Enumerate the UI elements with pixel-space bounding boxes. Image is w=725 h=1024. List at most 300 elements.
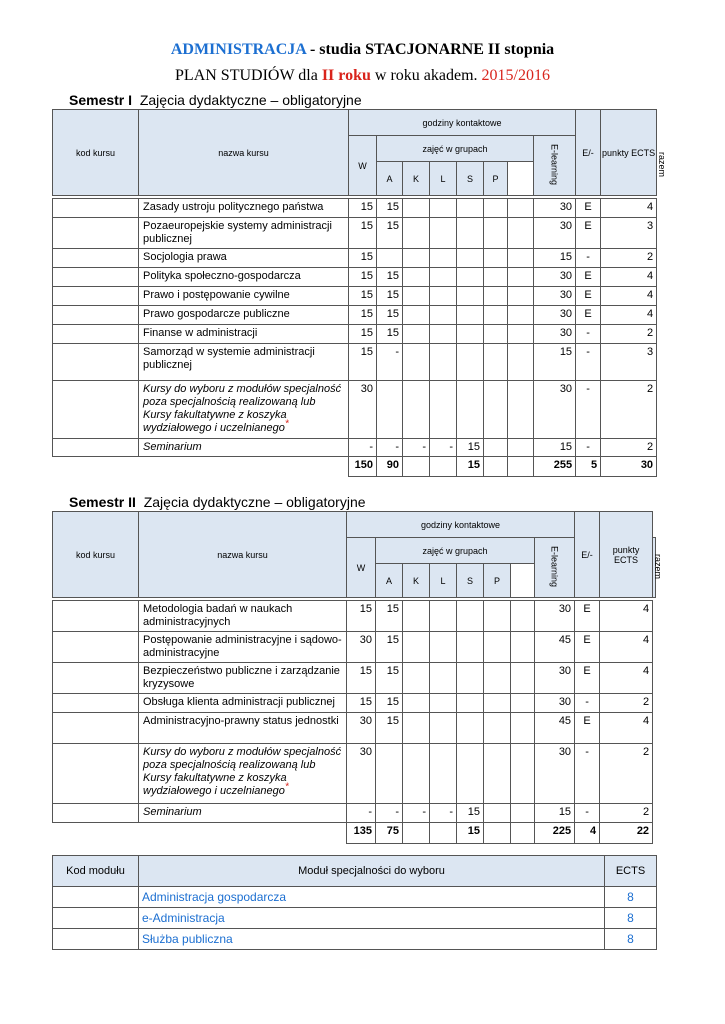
course-code <box>53 268 139 287</box>
plan-prefix: PLAN STUDIÓW dla <box>175 67 322 84</box>
ects-points: 4 <box>601 199 657 218</box>
col-k: K <box>403 564 430 598</box>
module-ects: 8 <box>605 929 657 950</box>
hours-w: 15 <box>349 325 377 344</box>
total-razem: 225 <box>535 823 575 844</box>
totals-empty <box>53 457 139 477</box>
semester1-label: Semestr I <box>69 92 133 108</box>
hours-s <box>457 268 484 287</box>
plan-mid: w roku akadem. <box>370 67 482 84</box>
course-code <box>53 199 139 218</box>
semester1-title <box>69 92 362 108</box>
course-code <box>53 694 139 713</box>
hours-k <box>403 344 430 381</box>
footnote-star: * <box>284 418 289 430</box>
col-nazwa-kursu: nazwa kursu <box>139 110 349 196</box>
course-code <box>53 713 139 744</box>
hours-p <box>484 218 508 249</box>
course-name: Samorząd w systemie administracji publicznej <box>139 344 349 381</box>
course-row <box>53 325 657 344</box>
hours-k <box>403 632 430 663</box>
footnote-star: * <box>284 781 289 793</box>
hours-l <box>430 344 457 381</box>
total-exams: 5 <box>576 457 601 477</box>
hours-k <box>403 325 430 344</box>
hours-empty <box>430 744 457 804</box>
col-kod-modulu: Kod modułu <box>53 856 139 887</box>
hours-a: 15 <box>377 199 403 218</box>
col-ects: punkty ECTS <box>601 110 657 196</box>
col-zajecia-w-grupach: zajęć w grupach <box>377 136 534 162</box>
total-s: 15 <box>457 823 484 844</box>
course-code <box>53 306 139 325</box>
hours-a: 15 <box>377 218 403 249</box>
total-a: 75 <box>376 823 403 844</box>
hours-a: 15 <box>377 287 403 306</box>
hours-el <box>508 344 534 381</box>
course-name: Socjologia prawa <box>139 249 349 268</box>
exam-flag: E <box>575 663 600 694</box>
ects-points: 2 <box>601 325 657 344</box>
hours-total: 15 <box>535 804 575 823</box>
plan-title <box>0 67 725 85</box>
hours-total: 30 <box>534 218 576 249</box>
hours-p <box>484 601 511 632</box>
exam-flag: - <box>576 439 601 457</box>
exam-flag: E <box>576 199 601 218</box>
col-razem-label: razem <box>657 151 668 177</box>
col-zajecia-w-grupach: zajęć w grupach <box>376 538 535 564</box>
col-elearning <box>535 538 575 598</box>
elective-row <box>53 744 656 804</box>
course-row <box>53 287 657 306</box>
hours-total: 15 <box>534 439 576 457</box>
ects-points: 4 <box>601 306 657 325</box>
total-s: 15 <box>457 457 484 477</box>
modules-table <box>52 855 657 950</box>
hours-total: 30 <box>534 199 576 218</box>
hours-l <box>430 218 457 249</box>
ects-points: 4 <box>601 287 657 306</box>
ects-points: 3 <box>601 344 657 381</box>
program-mode: - studia STACJONARNE II stopnia <box>305 41 555 58</box>
academic-year: 2015/2016 <box>481 67 550 84</box>
ects-points: 2 <box>600 694 653 713</box>
hours-el <box>511 713 535 744</box>
course-code <box>53 601 139 632</box>
course-code <box>53 439 139 457</box>
hours-l <box>430 713 457 744</box>
totals-empty <box>139 457 349 477</box>
col-ects: punkty ECTS <box>600 512 653 598</box>
semester2-table <box>52 511 664 844</box>
total-l <box>430 457 457 477</box>
col-l: L <box>430 564 457 598</box>
col-kod-kursu: kod kursu <box>53 110 139 196</box>
exam-flag: E <box>576 287 601 306</box>
ects-points: 3 <box>601 218 657 249</box>
module-code <box>53 929 139 950</box>
hours-total: 30 <box>535 663 575 694</box>
hours-w: 30 <box>347 713 376 744</box>
hours-total: 30 <box>535 601 575 632</box>
totals-empty <box>139 823 347 844</box>
total-a: 90 <box>377 457 403 477</box>
course-row <box>53 306 657 325</box>
totals-row <box>53 823 656 844</box>
hours-w: 30 <box>349 381 377 439</box>
hours-s: 15 <box>457 804 484 823</box>
hours-total: 30 <box>534 381 576 439</box>
col-k: K <box>403 162 430 196</box>
hours-s <box>457 218 484 249</box>
hours-p <box>484 663 511 694</box>
total-ects: 30 <box>601 457 657 477</box>
hours-s <box>457 325 484 344</box>
ects-points: 4 <box>600 663 653 694</box>
hours-s <box>457 601 484 632</box>
course-row <box>53 249 657 268</box>
seminar-name: Seminarium <box>139 439 349 457</box>
hours-p <box>484 713 511 744</box>
course-name: Bezpieczeństwo publiczne i zarządzanie kryzysowe <box>139 663 347 694</box>
course-row <box>53 632 656 663</box>
total-l <box>430 823 457 844</box>
module-link[interactable]: Służba publiczna <box>139 929 605 950</box>
hours-l <box>430 268 457 287</box>
hours-el <box>508 199 534 218</box>
total-ects: 22 <box>600 823 653 844</box>
course-code <box>53 381 139 439</box>
col-p: P <box>484 162 508 196</box>
total-p <box>484 457 508 477</box>
hours-a: 15 <box>377 325 403 344</box>
hours-a: - <box>376 804 403 823</box>
col-elearning <box>534 136 576 196</box>
hours-el <box>508 287 534 306</box>
hours-l <box>430 663 457 694</box>
exam-flag: E <box>576 268 601 287</box>
hours-total: 15 <box>534 344 576 381</box>
hours-empty <box>403 744 430 804</box>
hours-el <box>508 218 534 249</box>
hours-k <box>403 601 430 632</box>
hours-w: 15 <box>349 306 377 325</box>
hours-a: 15 <box>376 632 403 663</box>
hours-k <box>403 249 430 268</box>
hours-empty <box>508 381 534 439</box>
seminar-row <box>53 804 656 823</box>
hours-w: - <box>347 804 376 823</box>
plan-year: II roku <box>321 67 371 84</box>
hours-a: 15 <box>376 663 403 694</box>
hours-w: 15 <box>349 344 377 381</box>
ects-points: 4 <box>601 268 657 287</box>
hours-p <box>484 344 508 381</box>
hours-l <box>430 601 457 632</box>
course-code <box>53 632 139 663</box>
col-nazwa-kursu: nazwa kursu <box>139 512 347 598</box>
total-el <box>511 823 535 844</box>
hours-el <box>511 632 535 663</box>
hours-s <box>457 249 484 268</box>
col-kod-kursu: kod kursu <box>53 512 139 598</box>
col-elearning-label: E-learning <box>549 545 560 588</box>
exam-flag: E <box>575 601 600 632</box>
ects-points: 2 <box>601 439 657 457</box>
course-name: Administracyjno-prawny status jednostki <box>139 713 347 744</box>
hours-k <box>403 218 430 249</box>
elective-row <box>53 381 657 439</box>
hours-p <box>484 287 508 306</box>
ects-points: 4 <box>600 632 653 663</box>
exam-flag: E <box>576 218 601 249</box>
module-row <box>53 908 657 929</box>
semester2-title <box>69 494 366 510</box>
seminar-row <box>53 439 657 457</box>
hours-total: 30 <box>534 306 576 325</box>
ects-points: 2 <box>601 249 657 268</box>
hours-el <box>508 268 534 287</box>
hours-l <box>430 287 457 306</box>
semester1-table <box>52 109 668 477</box>
hours-empty <box>484 744 511 804</box>
hours-el <box>511 694 535 713</box>
course-code <box>53 344 139 381</box>
hours-l <box>430 249 457 268</box>
semester2-subtitle: Zajęcia dydaktyczne – obligatoryjne <box>143 494 366 510</box>
hours-l <box>430 694 457 713</box>
hours-el <box>508 306 534 325</box>
col-s: S <box>457 564 484 598</box>
hours-empty <box>376 744 403 804</box>
ects-points: 2 <box>600 744 653 804</box>
hours-w: 15 <box>349 218 377 249</box>
hours-empty <box>511 744 535 804</box>
hours-p <box>484 632 511 663</box>
module-code <box>53 908 139 929</box>
course-row <box>53 218 657 249</box>
hours-s: 15 <box>457 439 484 457</box>
elective-name-text: Kursy do wyboru z modułów specjalność poza specjalnością realizowaną lub Kursy fakultatywne z koszyka wydziałowego i uczelnianego <box>143 746 342 797</box>
seminar-name: Seminarium <box>139 804 347 823</box>
hours-s <box>457 306 484 325</box>
module-code <box>53 887 139 908</box>
hours-empty <box>484 381 508 439</box>
total-exams: 4 <box>575 823 600 844</box>
hours-el <box>508 439 534 457</box>
hours-l <box>430 199 457 218</box>
hours-total: 30 <box>534 268 576 287</box>
hours-p <box>484 439 508 457</box>
course-row <box>53 344 657 381</box>
col-w: W <box>347 538 376 598</box>
course-name: Pozaeuropejskie systemy administracji publicznej <box>139 218 349 249</box>
total-k <box>403 823 430 844</box>
hours-w: 15 <box>347 694 376 713</box>
course-row <box>53 268 657 287</box>
ects-points: 2 <box>600 804 653 823</box>
hours-s <box>457 632 484 663</box>
semester2-label: Semestr II <box>69 494 136 510</box>
col-w: W <box>349 136 377 196</box>
hours-total: 30 <box>535 744 575 804</box>
exam-flag: - <box>575 804 600 823</box>
totals-row <box>53 457 657 477</box>
col-razem-label: razem <box>653 553 664 579</box>
hours-s <box>457 344 484 381</box>
total-w: 150 <box>349 457 377 477</box>
hours-k <box>403 306 430 325</box>
course-row <box>53 663 656 694</box>
hours-total: 45 <box>535 713 575 744</box>
hours-el <box>508 249 534 268</box>
hours-w: 30 <box>347 744 376 804</box>
totals-empty <box>53 823 139 844</box>
total-p <box>484 823 511 844</box>
course-code <box>53 744 139 804</box>
course-code <box>53 804 139 823</box>
col-l: L <box>430 162 457 196</box>
course-code <box>53 287 139 306</box>
hours-a: 15 <box>376 694 403 713</box>
hours-a: 15 <box>376 601 403 632</box>
hours-s <box>457 287 484 306</box>
hours-s <box>457 713 484 744</box>
exam-flag: - <box>576 381 601 439</box>
course-code <box>53 249 139 268</box>
hours-k: - <box>403 804 430 823</box>
course-name: Prawo i postępowanie cywilne <box>139 287 349 306</box>
exam-flag: - <box>576 344 601 381</box>
hours-a <box>377 249 403 268</box>
course-row <box>53 713 656 744</box>
course-name: Finanse w administracji <box>139 325 349 344</box>
col-modul-specjalnosci: Moduł specjalności do wyboru <box>139 856 605 887</box>
hours-w: 30 <box>347 632 376 663</box>
col-p: P <box>484 564 511 598</box>
hours-a: 15 <box>377 306 403 325</box>
hours-w: 15 <box>349 268 377 287</box>
elective-name-text: Kursy do wyboru z modułów specjalność poza specjalnością realizowaną lub Kursy fakultatywne z koszyka wydziałowego i uczelnianego <box>143 383 342 434</box>
hours-k <box>403 713 430 744</box>
total-k <box>403 457 430 477</box>
hours-total: 30 <box>534 325 576 344</box>
hours-k <box>403 694 430 713</box>
hours-empty <box>430 381 457 439</box>
hours-s <box>457 694 484 713</box>
course-name: Postępowanie administracyjne i sądowo-administracyjne <box>139 632 347 663</box>
exam-flag: E <box>576 306 601 325</box>
exam-flag: - <box>575 744 600 804</box>
hours-a: - <box>377 344 403 381</box>
exam-flag: - <box>576 249 601 268</box>
hours-a: 15 <box>377 268 403 287</box>
course-name: Metodologia badań w naukach administracyjnych <box>139 601 347 632</box>
course-name: Prawo gospodarcze publiczne <box>139 306 349 325</box>
hours-w: 15 <box>349 287 377 306</box>
hours-total: 30 <box>535 694 575 713</box>
hours-l: - <box>430 439 457 457</box>
col-godziny-kontaktowe: godziny kontaktowe <box>349 110 576 136</box>
course-code <box>53 218 139 249</box>
hours-k: - <box>403 439 430 457</box>
hours-a: 15 <box>376 713 403 744</box>
col-godziny-kontaktowe: godziny kontaktowe <box>347 512 575 538</box>
total-razem: 255 <box>534 457 576 477</box>
hours-el <box>511 663 535 694</box>
hours-k <box>403 663 430 694</box>
hours-l <box>430 632 457 663</box>
hours-p <box>484 694 511 713</box>
hours-s <box>457 199 484 218</box>
course-name: Obsługa klienta administracji publicznej <box>139 694 347 713</box>
hours-p <box>484 199 508 218</box>
hours-l <box>430 306 457 325</box>
hours-w: 15 <box>349 199 377 218</box>
hours-p <box>484 804 511 823</box>
col-razem <box>653 538 664 598</box>
col-s: S <box>457 162 484 196</box>
hours-w: 15 <box>349 249 377 268</box>
program-name: ADMINISTRACJA <box>170 41 306 58</box>
hours-el <box>511 601 535 632</box>
hours-empty <box>403 381 430 439</box>
elective-name <box>139 381 349 439</box>
exam-flag: - <box>575 694 600 713</box>
module-link[interactable]: Administracja gospodarcza <box>139 887 605 908</box>
total-el <box>508 457 534 477</box>
course-code <box>53 325 139 344</box>
hours-s <box>457 663 484 694</box>
course-name: Polityka społeczno-gospodarcza <box>139 268 349 287</box>
hours-total: 30 <box>534 287 576 306</box>
hours-el <box>508 325 534 344</box>
hours-l <box>430 325 457 344</box>
hours-total: 45 <box>535 632 575 663</box>
module-ects: 8 <box>605 887 657 908</box>
col-a: A <box>376 564 403 598</box>
hours-a: - <box>377 439 403 457</box>
document-title <box>0 41 725 59</box>
exam-flag: E <box>575 632 600 663</box>
semester1-subtitle: Zajęcia dydaktyczne – obligatoryjne <box>139 92 362 108</box>
col-elearning-label: E-learning <box>549 143 560 186</box>
hours-w: 15 <box>347 601 376 632</box>
col-e: E/- <box>575 512 600 598</box>
course-row <box>53 199 657 218</box>
col-modul-ects: ECTS <box>605 856 657 887</box>
elective-name <box>139 744 347 804</box>
course-row <box>53 694 656 713</box>
col-e: E/- <box>576 110 601 196</box>
ects-points: 2 <box>601 381 657 439</box>
course-code <box>53 663 139 694</box>
hours-empty <box>457 744 484 804</box>
hours-empty <box>377 381 403 439</box>
hours-p <box>484 306 508 325</box>
hours-w: 15 <box>347 663 376 694</box>
hours-k <box>403 268 430 287</box>
module-ects: 8 <box>605 908 657 929</box>
col-a: A <box>377 162 403 196</box>
hours-k <box>403 287 430 306</box>
module-row <box>53 887 657 908</box>
hours-p <box>484 325 508 344</box>
hours-empty <box>457 381 484 439</box>
course-row <box>53 601 656 632</box>
module-link[interactable]: e-Administracja <box>139 908 605 929</box>
